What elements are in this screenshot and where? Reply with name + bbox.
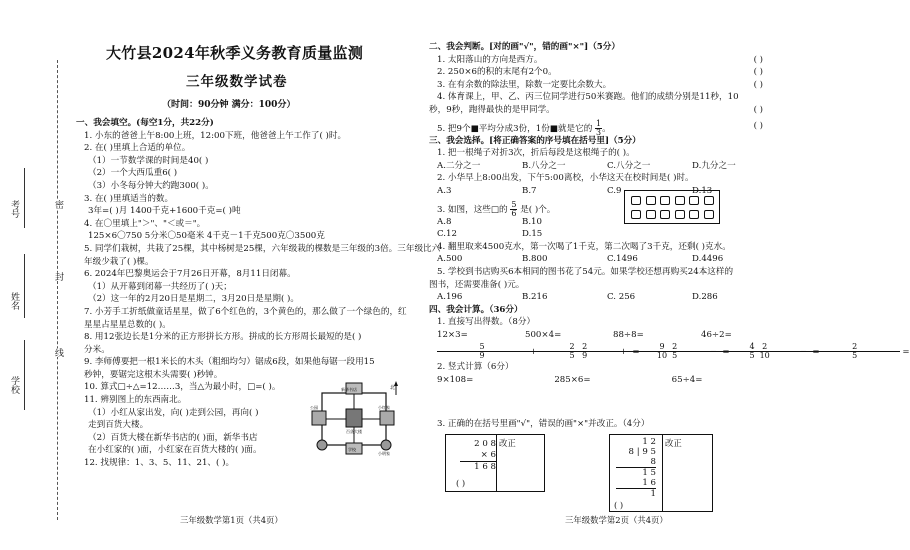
fraction-calc-1[interactable]: $\frac{5}{9}$ + $\frac{2}{9}$ = (437, 343, 527, 361)
work2-line-6: 1 (650, 489, 656, 499)
choice-q5-options (429, 291, 789, 304)
seal-line (57, 60, 58, 520)
oral-calc-2[interactable]: 500×4= (525, 329, 562, 340)
choice-q4-options (429, 253, 789, 266)
choice-q2-options (429, 185, 789, 198)
oral-calc-4[interactable]: 46÷2= (701, 329, 732, 340)
question-line: 年级少栽了( )棵。 (84, 256, 154, 267)
question-line: 秒钟，要锯完这根木头需要( )秒钟。 (84, 369, 223, 380)
question-line: 分米。 (84, 344, 110, 355)
work2-line-3: 8 (616, 457, 656, 468)
question-line: 7. 小芳手工折纸做童话星星，做了6个红色的，3个黄色的，那么做了一个绿色的，红 (84, 306, 407, 317)
choice-q2-a[interactable]: A.3 (437, 185, 452, 196)
choice-q3-a[interactable]: A.8 (437, 216, 452, 227)
question-line: 在小红家的( )面，小红家在百货大楼的( )面。 (88, 445, 262, 456)
choice-q2-c[interactable]: C.9 (607, 185, 622, 196)
question-line: 星星占星星总数的( )。 (84, 319, 171, 330)
question-line: 走到百货大楼。 (88, 420, 149, 431)
choice-q2: 2. 小华早上8:00出发，下午5:00离校，小华这天在校时间是( )时。 (437, 173, 694, 184)
choice-q3-options-2 (429, 228, 789, 241)
question-line: （1）小红从家出发，向( )走到公园，再向( ) (88, 407, 259, 418)
choice-q2-b[interactable]: B.7 (522, 185, 537, 196)
oral-calc-row-2 (429, 341, 910, 361)
question-line: （1）从开幕到闭幕一共经历了( )天； (88, 281, 232, 292)
correction-work-1 (445, 434, 545, 492)
judge-answer-1[interactable]: ( ) (753, 54, 763, 65)
question-line: 6. 2024年巴黎奥运会于7月26日开幕，8月11日闭幕。 (84, 269, 296, 280)
oral-calc-3[interactable]: 88÷8= (613, 329, 644, 340)
q3-fraction: $\frac{5}{6}$ (511, 199, 517, 218)
question-line: 3年=( )月 1400千克+1600千克=( )吨 (88, 206, 241, 217)
figure-square (631, 196, 641, 205)
id-blank[interactable] (24, 168, 25, 228)
figure-square (660, 196, 670, 205)
correction-box-1[interactable]: 改正 (496, 435, 545, 492)
map-label-friend-home: 小明家 (378, 451, 390, 456)
page2-footer: 三年级数学第2页（共4页） (565, 515, 668, 525)
judge-answer-3[interactable]: ( ) (753, 79, 763, 90)
work2-line-2: 8 | 9 5 (628, 447, 656, 457)
figure-square (689, 210, 699, 219)
section2-title: 二、我会判断。[对的画"√"，错的画"×"]（5分） (429, 42, 620, 52)
judge-item-5: 5. 把9个■平均分成3份，1份■就是它的 $\frac{1}{3}$ 。 ( ) (437, 118, 763, 137)
oral-calc-title: 1. 直接写出得数。（8分） (437, 317, 536, 328)
choice-q1-b[interactable]: B.八分之一 (522, 160, 566, 171)
vertical-calc-3[interactable]: 65÷4= (671, 375, 703, 386)
work1-line-3: 1 6 8 (474, 462, 496, 472)
vertical-calc-1[interactable]: 9×108= (437, 375, 474, 386)
choice-q5-a[interactable]: A.196 (437, 292, 463, 303)
section4-title: 四、我会计算。（36分） (429, 304, 523, 315)
oral-calc-1[interactable]: 12×3= (437, 329, 468, 340)
judge-answer-4[interactable]: ( ) (753, 104, 763, 115)
figure-square (660, 210, 670, 219)
question-line: 4. 在〇里填上"＞"、"＜或＝"。 (84, 218, 206, 229)
oral-calc-row-1 (429, 329, 789, 342)
choice-q1-c[interactable]: C.八分之一 (607, 160, 651, 171)
judge-answer-5[interactable]: ( ) (753, 120, 763, 131)
judge-item-1: 1. 太阳落山的方向是西方。 ( ) (437, 54, 763, 65)
map-label-bookstore: 新华书店 (341, 387, 357, 392)
exam-time-score: （时间：90分钟 满分：100分） (162, 100, 296, 110)
question-line: 9. 李师傅要把一根1米长的木头（粗细均匀）锯成6段，如果他每锯一段用15 (84, 357, 375, 368)
question-line: （1）一节数学课的时间是40( ) (88, 155, 209, 166)
figure-square (675, 210, 685, 219)
question-line: 11. 辨别图上的东西南北。 (84, 395, 187, 406)
judge-answer-2[interactable]: ( ) (753, 67, 763, 78)
correction-judge-1[interactable]: ( ) (456, 478, 466, 488)
question-line: 12. 找规律：1、3、5、11、21、( )。 (84, 458, 235, 469)
figure-square (689, 196, 699, 205)
choice-q3-c[interactable]: C.12 (437, 229, 457, 240)
fraction-calc-2[interactable]: $\frac{2}{5}$ + $\frac{2}{5}$ = (527, 343, 617, 361)
vertical-calc-row (429, 374, 789, 387)
name-label: 姓名 (9, 292, 19, 310)
choice-q3-d[interactable]: D.15 (522, 229, 543, 240)
choice-q1-d[interactable]: D.九分之一 (692, 160, 736, 171)
work1-line-2: × 6 (460, 450, 496, 462)
figure-square (675, 196, 685, 205)
work2-line-4: 1 5 (642, 468, 656, 478)
seal-char-3: 线 (53, 348, 63, 357)
question-line: （2）百货大楼在新华书店的( )面，新华书店 (88, 432, 258, 443)
binding-gutter (0, 0, 70, 550)
work2-line-5: 1 6 (616, 478, 656, 489)
question-line: 10. 算式□÷△=12……3，当△为最小时，□=( )。 (84, 382, 281, 393)
exam-subtitle: 三年级数学试卷 (186, 74, 288, 90)
school-label: 学校 (9, 376, 19, 394)
page1-footer: 三年级数学第1页（共4页） (180, 515, 283, 525)
question-line: 5. 同学们栽树，共栽了25棵，其中杨树是25棵，六年级栽的棵数是三年级的3倍。三年级比六 (84, 243, 441, 254)
choice-q3-options-1 (429, 216, 789, 229)
school-blank[interactable] (24, 340, 25, 410)
id-label: 考号 (9, 200, 19, 218)
figure-square (704, 210, 714, 219)
section3-title: 三、我会选择。[将正确答案的序号填在括号里]（5分） (429, 135, 641, 146)
figure-square (646, 196, 656, 205)
exam-title: 大竹县2024年秋季义务教育质量监测 (106, 44, 364, 62)
right-content (429, 0, 910, 550)
question-line: 8. 用12张边长是1分米的正方形拼长方形。拼成的长方形周长最短的是( ) (84, 332, 362, 343)
question-line: 1. 小东的爸爸上午8:00上班，12:00下班，他爸爸上午工作了( )时。 (84, 130, 347, 141)
question-line: 一、我会填空。(每空1分，共22分) (76, 118, 214, 128)
direction-map (308, 381, 400, 457)
question-line: （2）一个大西瓜重6( ) (88, 168, 178, 179)
correction-box-2[interactable]: 改正 (662, 435, 713, 512)
fraction-calc-4[interactable]: $\frac{4}{5}$ − $\frac{2}{5}$ = (707, 343, 797, 361)
judge-item-4: 4. 体育课上，甲、乙、丙三位同学进行50米赛跑。他们的成绩分别是11秒，10 (437, 92, 739, 103)
left-page (0, 0, 441, 550)
map-label-store: 百货大楼 (346, 429, 362, 434)
vertical-calc-2[interactable]: 285×6= (554, 375, 591, 386)
map-north-label: 北 (390, 385, 396, 391)
choice-q5-b[interactable]: B.216 (522, 292, 548, 303)
correction-work-2 (609, 434, 713, 512)
work2-line-1: 1 2 (642, 437, 656, 447)
fraction-calc-3[interactable]: $\frac{9}{10}$ − $\frac{2}{10}$ = (617, 343, 707, 361)
question-line: 125×6〇750 5分米〇50毫米 4千克－1千克500克〇3500克 (88, 231, 325, 242)
judge5-fraction: $\frac{1}{3}$ (596, 118, 602, 137)
choice-q2-d[interactable]: D.13 (692, 185, 713, 196)
choice-q3-figure (624, 190, 720, 224)
choice-q5-d[interactable]: D.286 (692, 292, 718, 303)
question-line: 3. 在( )里填适当的数。 (84, 193, 174, 204)
judge-item-2: 2. 250×6的积的末尾有2个0。 ( ) (437, 67, 763, 78)
choice-q1: 1. 把一根绳子对折3次，折后每段是这根绳子的( )。 (437, 148, 635, 159)
question-line: （3）小冬每分钟大约跑300( )。 (88, 180, 214, 191)
figure-square (704, 196, 714, 205)
correction-judge-2[interactable]: ( ) (614, 500, 624, 510)
right-page (415, 0, 910, 550)
figure-square (631, 210, 641, 219)
choice-q5a: 5. 学校到书店购买6本相同的图书花了54元。如果学校还想再购买24本这样的 (437, 266, 734, 277)
correction-title: 3. 正确的在括号里画"√"，错误的画"×"并改正。（4分） (437, 419, 650, 429)
map-label-park: 公园 (310, 405, 318, 410)
choice-q3: 3. 如图，这些□的 $\frac{5}{6}$ 是( )个。 (437, 199, 556, 218)
question-line: 2. 在( )里填上合适的单位。 (84, 143, 191, 154)
choice-q4-d[interactable]: D.4496 (692, 254, 724, 265)
judge-item-3: 3. 在有余数的除法里，除数一定要比余数大。 ( ) (437, 79, 763, 90)
choice-q4: 4. 翻里取来4500克水，第一次喝了1千克，第二次喝了3千克，还剩( )克水。 (437, 241, 731, 252)
judge-item-4b: 秒，9秒，跑得最快的是甲同学。 ( ) (429, 104, 763, 115)
work1-line-1: 2 0 8 (474, 439, 496, 449)
left-content (76, 0, 441, 550)
map-label-school: 学校 (348, 447, 356, 452)
question-line: （2）这一年的2月20日是星期二，3月20日是星期( )。 (88, 294, 299, 305)
choice-q4-a[interactable]: A.500 (437, 254, 463, 265)
name-blank[interactable] (24, 254, 25, 318)
choice-q3-b[interactable]: B.10 (522, 216, 542, 227)
seal-char-1: 密 (53, 200, 63, 209)
map-label-home: 小红家 (378, 405, 390, 410)
choice-q1-options (429, 160, 789, 173)
vertical-calc-title: 2. 竖式计算（6分） (437, 362, 514, 373)
figure-square (646, 210, 656, 219)
choice-q1-a[interactable]: A.二分之一 (437, 160, 481, 171)
choice-q5-c[interactable]: C. 256 (607, 292, 636, 303)
choice-q4-b[interactable]: B.800 (522, 254, 548, 265)
choice-q5b: 图书，还需要准备( )元。 (429, 279, 525, 290)
seal-char-2: 封 (53, 272, 63, 281)
choice-q4-c[interactable]: C.1496 (607, 254, 638, 265)
